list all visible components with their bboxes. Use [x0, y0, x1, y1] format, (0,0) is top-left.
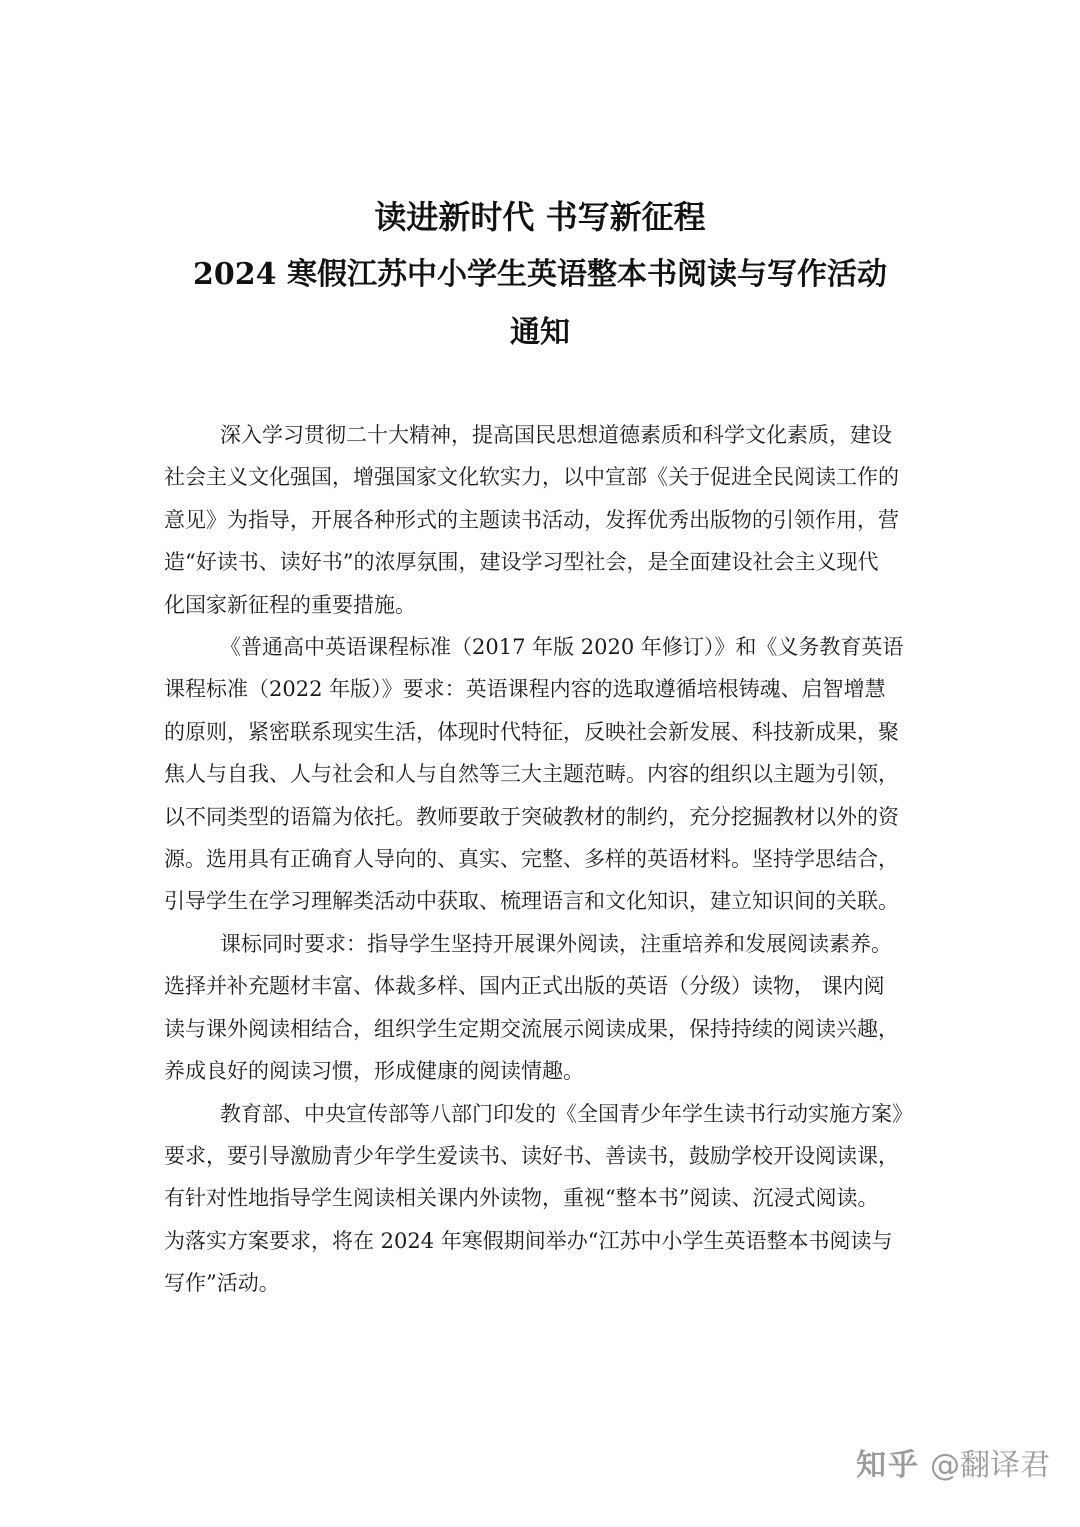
paragraph-line: 《普通高中英语课程标准（2017 年版 2020 年修订）》和《义务教育英语: [220, 635, 904, 660]
paragraph-line: 选择并补充题材丰富、体裁多样、国内正式出版的英语（分级）读物， 课内阅: [164, 974, 885, 999]
paragraph-line: 深入学习贯彻二十大精神，提高国民思想道德素质和科学文化素质，建设: [220, 423, 892, 447]
paragraph-2: [164, 626, 920, 923]
paragraph-line: 养成良好的阅读习惯，形成健康的阅读情趣。: [164, 1059, 584, 1084]
paragraph-line: 以不同类型的语篇为依托。教师要敢于突破教材的制约，充分挖掘教材以外的资: [164, 804, 899, 829]
paragraph-line: 化国家新征程的重要措施。: [164, 592, 416, 617]
zhihu-watermark: [856, 1440, 1050, 1484]
watermark-author: @翻译君: [930, 1448, 1050, 1483]
paragraph-line: 教育部、中央宣传部等八部门印发的《全国青少年学生读书行动实施方案》: [220, 1101, 913, 1126]
paragraph-line: 有针对性地指导学生阅读相关课内外读物，重视“整本书”阅读、沉浸式阅读。: [164, 1186, 879, 1211]
paragraph-line: 要求，要引导激励青少年学生爱读书、读好书、善读书，鼓励学校开设阅读课，: [164, 1143, 899, 1168]
paragraph-line: 焦人与自我、人与社会和人与自然等三大主题范畴。内容的组织以主题为引领，: [164, 762, 899, 787]
paragraph-line: 写作”活动。: [164, 1271, 280, 1296]
paragraph-3: [164, 923, 920, 1093]
paragraph-line: 课标同时要求：指导学生坚持开展课外阅读，注重培养和发展阅读素养。: [220, 931, 892, 956]
document-body: [164, 414, 920, 1305]
document-subtitle: 2024 寒假江苏中小学生英语整本书阅读与写作活动: [193, 257, 887, 292]
paragraph-line: 课程标准（2022 年版）》要求：英语课程内容的选取遵循培根铸魂、启智增慧: [164, 677, 886, 702]
title-block: [0, 188, 1080, 362]
paragraph-line: 源。选用具有正确育人导向的、真实、完整、多样的英语材料。坚持学思结合，: [164, 847, 899, 872]
paragraph-line: 意见》为指导，开展各种形式的主题读书活动，发挥优秀出版物的引领作用，营: [164, 507, 899, 532]
paragraph-line: 读与课外阅读相结合，组织学生定期交流展示阅读成果，保持持续的阅读兴趣，: [164, 1016, 899, 1041]
paragraph-4: [164, 1093, 920, 1305]
paragraph-line: 造“好读书、读好书”的浓厚氛围，建设学习型社会，是全面建设社会主义现代: [164, 550, 879, 575]
paragraph-1: [164, 414, 920, 626]
paragraph-line: 的原则，紧密联系现实生活，体现时代特征，反映社会新发展、科技新成果，聚: [164, 719, 899, 744]
document-title: 读进新时代 书写新征程: [374, 198, 706, 236]
zhihu-logo-text: 知乎: [856, 1448, 920, 1483]
paragraph-line: 引导学生在学习理解类活动中获取、梳理语言和文化知识，建立知识间的关联。: [164, 889, 899, 914]
paragraph-line: 为落实方案要求，将在 2024 年寒假期间举办“江苏中小学生英语整本书阅读与: [164, 1228, 893, 1253]
document-notice-heading: 通知: [510, 315, 570, 350]
paragraph-line: 社会主义文化强国，增强国家文化软实力，以中宣部《关于促进全民阅读工作的: [164, 465, 899, 490]
